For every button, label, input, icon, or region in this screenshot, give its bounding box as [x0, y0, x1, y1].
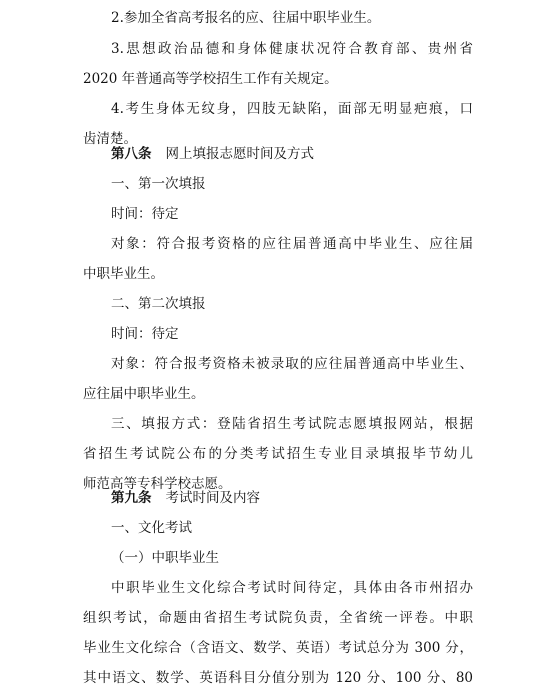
section-culture-exam: 一、文化考试: [111, 520, 192, 536]
exam-paragraph-line-2: 组织考试，命题由省招生考试院负责，全省统一评卷。中职: [83, 610, 473, 626]
second-round-time: 时间：待定: [111, 326, 179, 342]
method-line-1: 三、填报方式：登陆省招生考试院志愿填报网站，根据: [111, 416, 473, 432]
method-line-2: 省招生考试院公布的分类考试招生专业目录填报毕节幼儿: [83, 446, 473, 462]
article-9-title: 考试时间及内容: [165, 490, 260, 506]
section-first-round: 一、第一次填报: [111, 176, 206, 192]
exam-paragraph-line-4: 其中语文、数学、英语科目分值分别为 120 分、100 分、80: [83, 670, 473, 686]
eligibility-item-4-line-1: 4.考生身体无纹身，四肢无缺陷，面部无明显疤痕，口: [111, 101, 473, 117]
second-round-target-line-2: 应往届中职毕业生。: [83, 386, 205, 402]
section-second-round: 二、第二次填报: [111, 296, 206, 312]
eligibility-item-3-line-1: 3.思想政治品德和身体健康状况符合教育部、贵州省: [111, 41, 473, 57]
exam-paragraph-line-3: 毕业生文化综合（含语文、数学、英语）考试总分为 300 分，: [83, 640, 473, 656]
subsection-vocational-graduates: （一）中职毕业生: [111, 550, 219, 566]
article-8-title: 网上填报志愿时间及方式: [165, 146, 314, 162]
first-round-time: 时间：待定: [111, 206, 179, 222]
first-round-target-line-1: 对象：符合报考资格的应往届普通高中毕业生、应往届: [111, 236, 473, 252]
article-8-heading: [111, 144, 314, 164]
first-round-target-line-2: 中职毕业生。: [83, 266, 164, 282]
article-9-number: 第九条: [111, 490, 152, 506]
exam-paragraph-line-1: 中职毕业生文化综合考试时间待定，具体由各市州招办: [111, 580, 473, 596]
article-9-heading: [111, 488, 260, 508]
eligibility-item-2: 2.参加全省高考报名的应、往届中职毕业生。: [111, 10, 381, 26]
eligibility-item-4-line-2: 齿清楚。: [83, 131, 137, 147]
article-8-number: 第八条: [111, 146, 152, 162]
eligibility-item-3-line-2: 2020 年普通高等学校招生工作有关规定。: [83, 71, 338, 87]
method-line-3: 师范高等专科学校志愿。: [83, 476, 232, 492]
second-round-target-line-1: 对象：符合报考资格未被录取的应往届普通高中毕业生、: [111, 356, 473, 372]
